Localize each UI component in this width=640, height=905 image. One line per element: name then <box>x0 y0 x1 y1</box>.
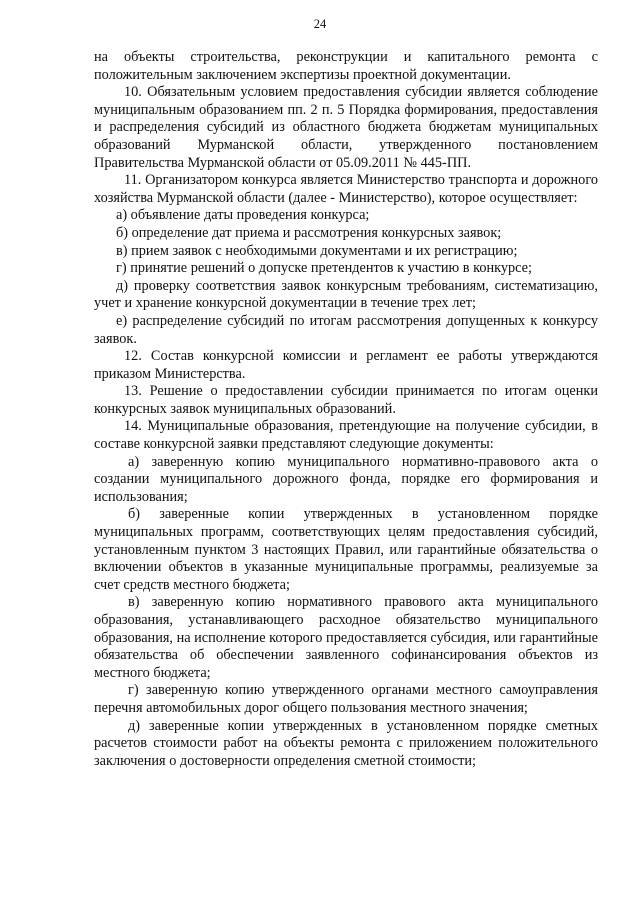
paragraph: г) заверенную копию утвержденного органами местного самоуправления перечня автомобильных дорог общего пользования местного значения; <box>94 682 598 716</box>
paragraph: в) заверенную копию нормативного правового акта муниципального образования, устанавливающего расходное обязательство муниципального образования, на исполнение которого предоставляется субсидия, или гарантийные обязательства об обеспечении заявленного софинансирования объектов из местного бюджета; <box>94 594 598 681</box>
paragraph: а) объявление даты проведения конкурса; <box>116 207 370 224</box>
paragraph: а) заверенную копию муниципального нормативно-правового акта о создании муниципального дорожного фонда, порядке его формирования и использования; <box>94 453 598 505</box>
paragraph: 12. Состав конкурсной комиссии и регламент ее работы утверждаются приказом Министерства. <box>94 348 598 382</box>
paragraph: д) заверенные копии утвержденных в установленном порядке сметных расчетов стоимости работ на объекты ремонта с приложением положительного заключения о достоверности определения сметной стоимости; <box>94 717 598 769</box>
document-body <box>94 49 598 770</box>
paragraph: в) прием заявок с необходимыми документами и их регистрацию; <box>116 242 518 259</box>
paragraph: е) распределение субсидий по итогам рассмотрения допущенных к конкурсу заявок. <box>94 312 598 347</box>
paragraph: 14. Муниципальные образования, претендующие на получение субсидии, в составе конкурсной заявки представляют следующие документы: <box>94 418 598 453</box>
page-number: 24 <box>313 17 327 31</box>
paragraph: б) определение дат приема и рассмотрения конкурсных заявок; <box>116 224 502 241</box>
paragraph: 11. Организатором конкурса является Министерство транспорта и дорожного хозяйства Мурманской области (далее - Министерство), которое осуществляет: <box>94 172 598 206</box>
paragraph: д) проверку соответствия заявок конкурсным требованиям, систематизацию, учет и хранение конкурсной документации в течение трех лет; <box>94 277 598 312</box>
paragraph: 13. Решение о предоставлении субсидии принимается по итогам оценки конкурсных заявок муниципальных образований. <box>94 383 598 417</box>
paragraph: г) принятие решений о допуске претендентов к участию в конкурсе; <box>116 260 532 277</box>
paragraph: б) заверенные копии утвержденных в установленном порядке муниципальных программ, соответствующих целям предоставления субсидий, установленным пунктом 3 настоящих Правил, или гарантийные обязательства о включении объектов в указанные муниципальные программы, реализуемые за счет средств местного бюджета; <box>94 506 598 593</box>
paragraph: на объекты строительства, реконструкции и капитального ремонта с положительным заключением экспертизы проектной документации. <box>94 49 598 83</box>
paragraph: 10. Обязательным условием предоставления субсидии является соблюдение муниципальным образованием пп. 2 п. 5 Порядка формирования, предоставления и распределения субсидий из областного бюджета бюджетам муниципальных образований Мурманской области, утвержденного постановлением Правительства Мурманской области от 05.09.2011 № 445-ПП. <box>94 84 598 171</box>
